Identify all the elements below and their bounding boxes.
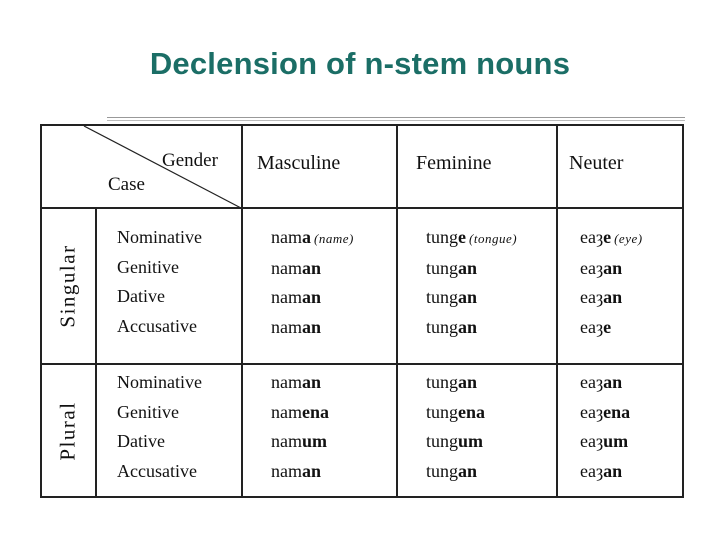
form-ending: ena [603, 401, 631, 422]
case-label: Accusative [117, 315, 197, 336]
form-cell [426, 368, 485, 398]
form-cell [271, 368, 329, 398]
header-gender: Gender [162, 150, 218, 171]
form-ending: ena [302, 401, 329, 422]
case-label: Nominative [117, 227, 202, 247]
form-stem: eaȝ [580, 316, 604, 337]
form-gloss: (tongue) [469, 231, 518, 246]
form-cell [580, 398, 630, 428]
form-stem: nam [271, 460, 302, 481]
form-cell [271, 398, 329, 428]
form-ending: e [603, 227, 612, 247]
form-ending: an [302, 372, 322, 392]
form-ending: an [458, 287, 478, 307]
form-stem: tung [426, 227, 459, 247]
form-cell [426, 398, 485, 428]
plural-feminine-forms [426, 368, 485, 486]
form-cell [271, 427, 329, 457]
case-label: Genitive [117, 256, 179, 277]
form-ending: an [302, 316, 322, 337]
form-stem: eaȝ [580, 372, 604, 392]
form-ending: an [458, 460, 478, 481]
header-case: Case [108, 174, 145, 195]
form-ending: um [603, 431, 629, 451]
case-label: Dative [117, 431, 165, 451]
header-feminine: Feminine [416, 152, 492, 174]
form-stem: tung [426, 401, 459, 422]
singular-feminine-forms [426, 223, 517, 342]
form-cell [426, 313, 517, 343]
form-cell [580, 457, 630, 487]
form-ending: an [458, 316, 478, 337]
form-ending: ena [458, 401, 486, 422]
form-stem: nam [271, 431, 302, 451]
singular-masculine-forms [271, 223, 354, 342]
feminine-column-divider [556, 124, 558, 498]
form-stem: nam [271, 401, 302, 422]
group-plural: Plural [55, 401, 80, 461]
form-stem: eaȝ [580, 287, 604, 307]
form-ending: an [603, 257, 623, 278]
form-ending: an [603, 460, 623, 481]
form-ending: um [458, 431, 484, 451]
form-stem: tung [426, 372, 459, 392]
case-label: Genitive [117, 401, 179, 422]
singular-neuter-forms [580, 223, 643, 342]
form-cell [580, 254, 643, 284]
form-gloss: (name) [314, 231, 354, 246]
form-stem: eaȝ [580, 431, 604, 451]
form-stem: tung [426, 431, 459, 451]
plural-masculine-forms [271, 368, 329, 486]
table-border-bottom [40, 496, 684, 498]
form-stem: tung [426, 287, 459, 307]
group-column-divider [95, 208, 97, 498]
form-stem: tung [426, 460, 459, 481]
form-ending: e [458, 227, 467, 247]
title-rule [107, 117, 685, 118]
form-stem: nam [271, 227, 302, 247]
form-ending: um [302, 431, 328, 451]
form-cell [271, 254, 354, 284]
form-cell [426, 254, 517, 284]
form-cell [426, 427, 485, 457]
form-stem: tung [426, 257, 459, 278]
group-singular: Singular [55, 244, 80, 328]
form-stem: eaȝ [580, 401, 604, 422]
table-border-right [682, 124, 684, 498]
form-stem: nam [271, 257, 302, 278]
form-cell [580, 368, 630, 398]
form-stem: nam [271, 316, 302, 337]
plural-neuter-forms [580, 368, 630, 486]
form-ending: an [302, 287, 322, 307]
case-label: Accusative [117, 460, 197, 481]
form-cell [580, 223, 643, 254]
form-ending: an [302, 257, 322, 278]
form-gloss: (eye) [614, 231, 643, 246]
form-ending: e [603, 316, 612, 337]
title-rule-secondary [107, 120, 685, 121]
form-ending: an [302, 460, 322, 481]
case-label: Nominative [117, 372, 202, 392]
singular-case-list [117, 223, 202, 341]
form-cell [426, 457, 485, 487]
form-stem: nam [271, 372, 302, 392]
form-cell [580, 283, 643, 313]
masculine-column-divider [396, 124, 398, 498]
form-cell [426, 283, 517, 313]
form-stem: nam [271, 287, 302, 307]
form-cell [271, 283, 354, 313]
form-stem: eaȝ [580, 227, 604, 247]
header-masculine: Masculine [257, 152, 341, 174]
form-cell [580, 427, 630, 457]
slide-title: Declension of n-stem nouns [149, 46, 571, 81]
form-ending: an [458, 257, 478, 278]
form-stem: tung [426, 316, 459, 337]
declension-table [40, 124, 684, 498]
form-cell [271, 223, 354, 254]
form-cell [580, 313, 643, 343]
form-cell [271, 313, 354, 343]
form-ending: an [603, 372, 623, 392]
form-stem: eaȝ [580, 460, 604, 481]
form-cell [271, 457, 329, 487]
form-stem: eaȝ [580, 257, 604, 278]
form-ending: an [458, 372, 478, 392]
form-cell [426, 223, 517, 254]
number-divider [40, 363, 684, 365]
plural-case-list [117, 368, 202, 486]
form-ending: a [302, 227, 311, 247]
case-label: Dative [117, 286, 165, 306]
header-neuter: Neuter [569, 152, 624, 174]
form-ending: an [603, 287, 623, 307]
